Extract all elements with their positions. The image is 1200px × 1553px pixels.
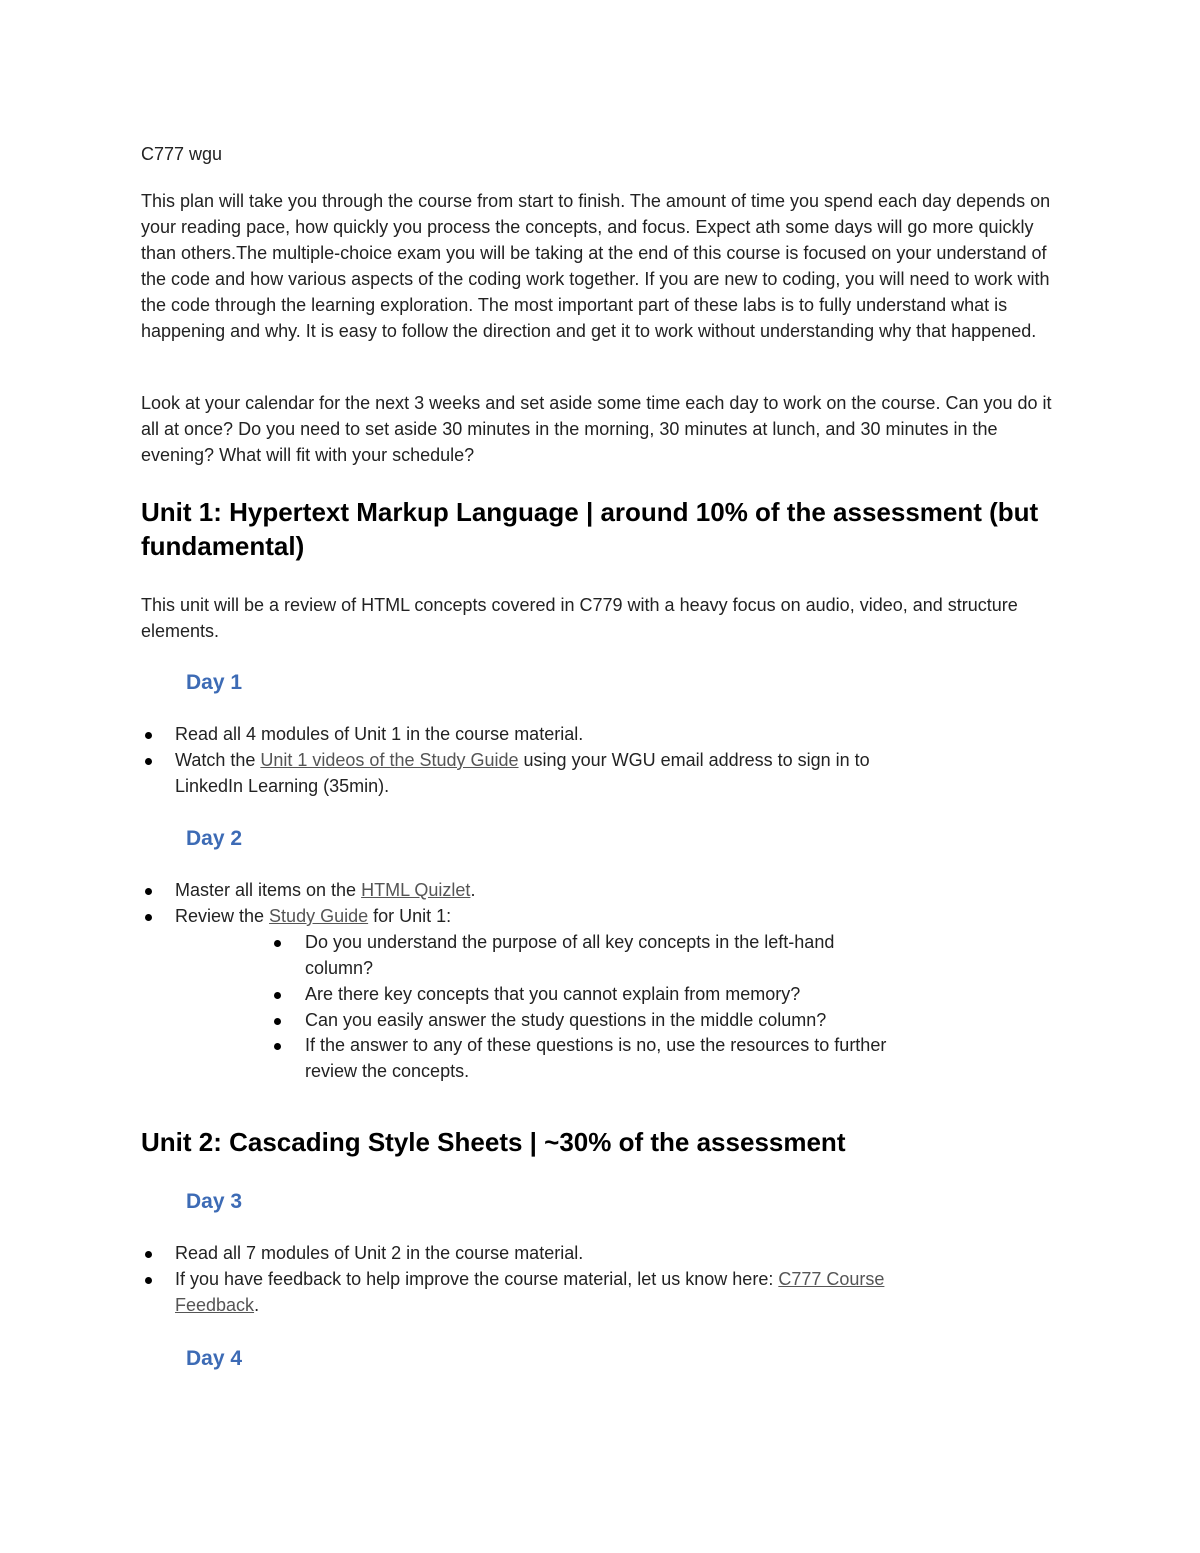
list-item-text: Do you understand the purpose of all key concepts in the left-hand column? bbox=[305, 931, 835, 978]
list-item-text-suffix: using your WGU email address to sign in to LinkedIn Learning (35min). bbox=[175, 749, 870, 796]
bullet-icon bbox=[274, 940, 281, 947]
bullet-icon bbox=[145, 1277, 152, 1284]
list-item-text-prefix: If you have feedback to help improve the course material, let us know here: bbox=[175, 1268, 779, 1289]
bullet-icon bbox=[274, 1043, 281, 1050]
html-quizlet-link[interactable]: HTML Quizlet bbox=[361, 880, 471, 900]
bullet-icon bbox=[274, 992, 281, 999]
day3-task-list bbox=[175, 1241, 905, 1319]
list-item-text-suffix: . bbox=[254, 1294, 260, 1315]
list-item-text: If the answer to any of these questions is no, use the resources to further review the concepts. bbox=[305, 1035, 887, 1082]
list-item bbox=[305, 1033, 895, 1085]
day4-heading: Day 4 bbox=[186, 1347, 243, 1370]
bullet-icon bbox=[145, 888, 152, 895]
list-item bbox=[175, 1241, 905, 1267]
unit1-description: This unit will be a review of HTML concepts covered in C779 with a heavy focus on audio, video, and structure elements. bbox=[141, 595, 1018, 641]
list-item-text-prefix: Watch the bbox=[175, 749, 261, 770]
list-item-text-prefix: Review the bbox=[175, 905, 270, 926]
list-item bbox=[305, 1008, 895, 1034]
list-item-text: Read all 4 modules of Unit 1 in the course material. bbox=[175, 724, 584, 744]
bullet-icon bbox=[274, 1018, 281, 1025]
bullet-icon bbox=[145, 758, 152, 765]
intro-paragraph: This plan will take you through the course from start to finish. The amount of time you spend each day depends on your reading pace, how quickly you process the concepts, and focus. Expect ath some days will go more quickly than others.The multiple-choice exam you will be taking at the end of this course is focused on your understand of the code and how various aspects of the coding work together. If you are new to coding, you will need to work with the code through the learning exploration. The most important part of these labs is to fully understand what is happening and why. It is easy to follow the direction and get it to work without understanding why that happened. bbox=[141, 191, 1051, 341]
list-item-text: Can you easily answer the study questions in the middle column? bbox=[305, 1009, 827, 1030]
day3-heading: Day 3 bbox=[186, 1190, 243, 1213]
unit2-heading: Unit 2: Cascading Style Sheets | ~30% of the assessment bbox=[141, 1127, 846, 1157]
list-item bbox=[305, 930, 895, 982]
list-item bbox=[175, 722, 905, 748]
list-item-text-prefix: Master all items on the bbox=[175, 880, 362, 900]
document-title: C777 wgu bbox=[141, 144, 223, 164]
list-item bbox=[175, 904, 905, 1085]
list-item-text-suffix: . bbox=[470, 880, 476, 900]
list-item-text: Are there key concepts that you cannot explain from memory? bbox=[305, 983, 801, 1004]
study-guide-videos-link[interactable]: Unit 1 videos of the Study Guide bbox=[260, 749, 519, 770]
bullet-icon bbox=[145, 1251, 152, 1258]
day1-task-list bbox=[175, 722, 905, 800]
list-item bbox=[305, 982, 895, 1008]
list-item bbox=[175, 878, 905, 904]
day1-heading: Day 1 bbox=[186, 671, 243, 694]
review-questions-list bbox=[305, 930, 895, 1085]
list-item-text-suffix: for Unit 1: bbox=[368, 905, 452, 926]
unit1-heading: Unit 1: Hypertext Markup Language | around 10% of the assessment (but fundamental) bbox=[141, 497, 1039, 561]
day2-heading: Day 2 bbox=[186, 827, 243, 850]
list-item bbox=[175, 748, 905, 800]
bullet-icon bbox=[145, 914, 152, 921]
list-item bbox=[175, 1267, 905, 1319]
day2-task-list bbox=[175, 878, 905, 1085]
bullet-icon bbox=[145, 732, 152, 739]
course-feedback-link[interactable]: C777 Course Feedback bbox=[175, 1268, 885, 1315]
schedule-paragraph: Look at your calendar for the next 3 weeks and set aside some time each day to work on the course. Can you do it all at once? Do you need to set aside 30 minutes in the morning, 30 minutes at lunch, and 30 minutes in the evening? What will fit with your schedule? bbox=[141, 393, 1052, 465]
list-item-text: Read all 7 modules of Unit 2 in the course material. bbox=[175, 1243, 584, 1263]
study-guide-link[interactable]: Study Guide bbox=[269, 905, 369, 926]
